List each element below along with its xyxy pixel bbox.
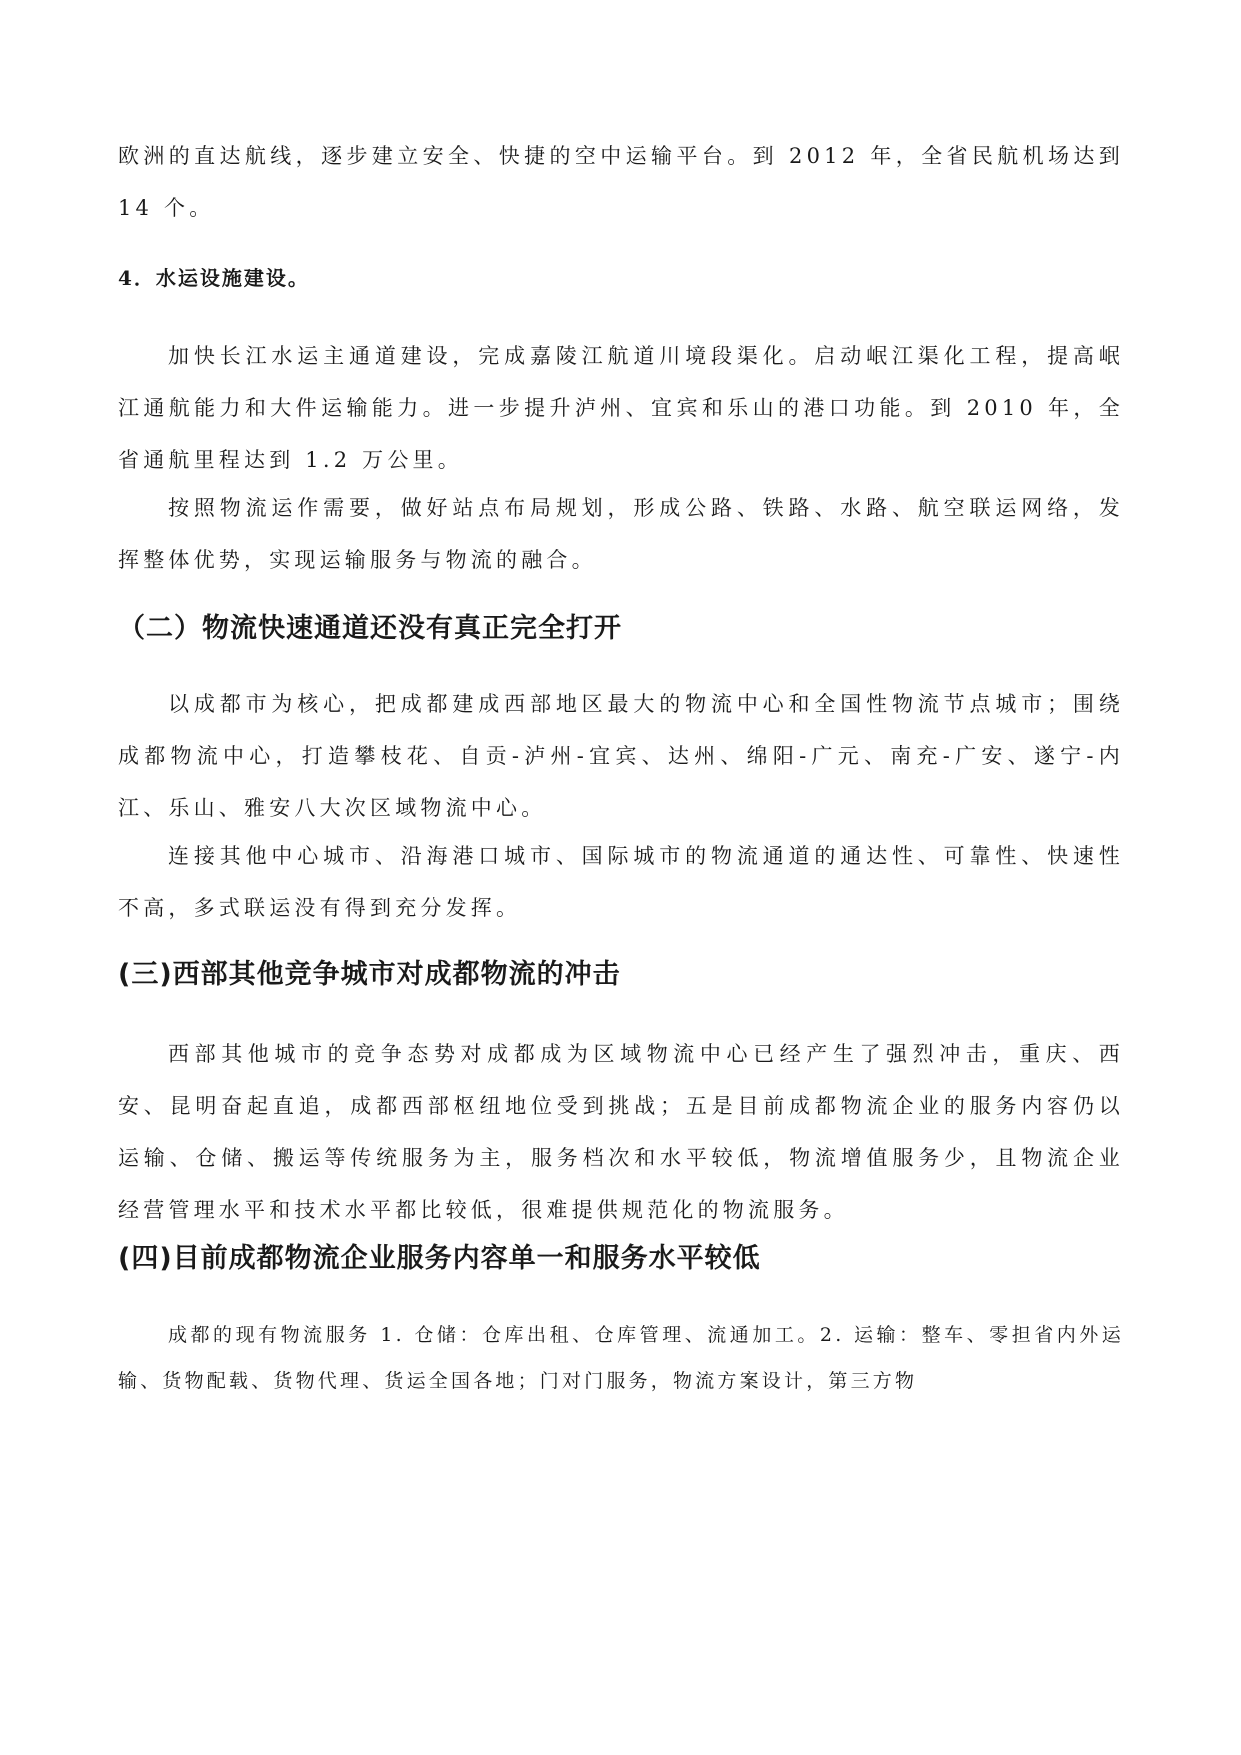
- paragraph-existing-services: 成都的现有物流服务 1. 仓储：仓库出租、仓库管理、流通加工。2. 运输：整车、零担省内外运输、货物配载、货物代理、货运全国各地；门对门服务，物流方案设计，第三方物: [118, 1324, 1124, 1392]
- paragraph-air-transport: 欧洲的直达航线，逐步建立安全、快捷的空中运输平台。到 2012 年，全省民航机场达到 14 个。: [118, 144, 1124, 220]
- paragraph-competition: 西部其他城市的竞争态势对成都成为区域物流中心已经产生了强烈冲击，重庆、西安、昆明奋起直追，成都西部枢纽地位受到挑战；五是目前成都物流企业的服务内容仍以运输、仓储、搬运等传统服务为主，服务档次和水平较低，物流增值服务少，且物流企业经营管理水平和技术水平都比较低，很难提供规范化的物流服务。: [118, 1042, 1124, 1222]
- paragraph-chengdu-core: 以成都市为核心，把成都建成西部地区最大的物流中心和全国性物流节点城市；围绕成都物流中心，打造攀枝花、自贡-泸州-宜宾、达州、绵阳-广元、南充-广安、遂宁-内江、乐山、雅安八大次区域物流中心。: [118, 692, 1124, 820]
- subheading-water-transport: 4．水运设施建设。: [118, 266, 310, 290]
- section-heading-4: (四)目前成都物流企业服务内容单一和服务水平较低: [118, 1243, 761, 1274]
- section-heading-3: (三)西部其他竞争城市对成都物流的冲击: [118, 959, 621, 990]
- paragraph-logistics-layout: 按照物流运作需要，做好站点布局规划，形成公路、铁路、水路、航空联运网络，发挥整体优势，实现运输服务与物流的融合。: [118, 496, 1124, 572]
- paragraph-yangtze-waterway: 加快长江水运主通道建设，完成嘉陵江航道川境段渠化。启动岷江渠化工程，提高岷江通航能力和大件运输能力。进一步提升泸州、宜宾和乐山的港口功能。到 2010 年，全省通航里程达到 1.2 万公里。: [118, 344, 1124, 472]
- section-heading-2: （二）物流快速通道还没有真正完全打开: [118, 613, 622, 644]
- paragraph-corridor-reliability: 连接其他中心城市、沿海港口城市、国际城市的物流通道的通达性、可靠性、快速性不高，多式联运没有得到充分发挥。: [118, 844, 1124, 920]
